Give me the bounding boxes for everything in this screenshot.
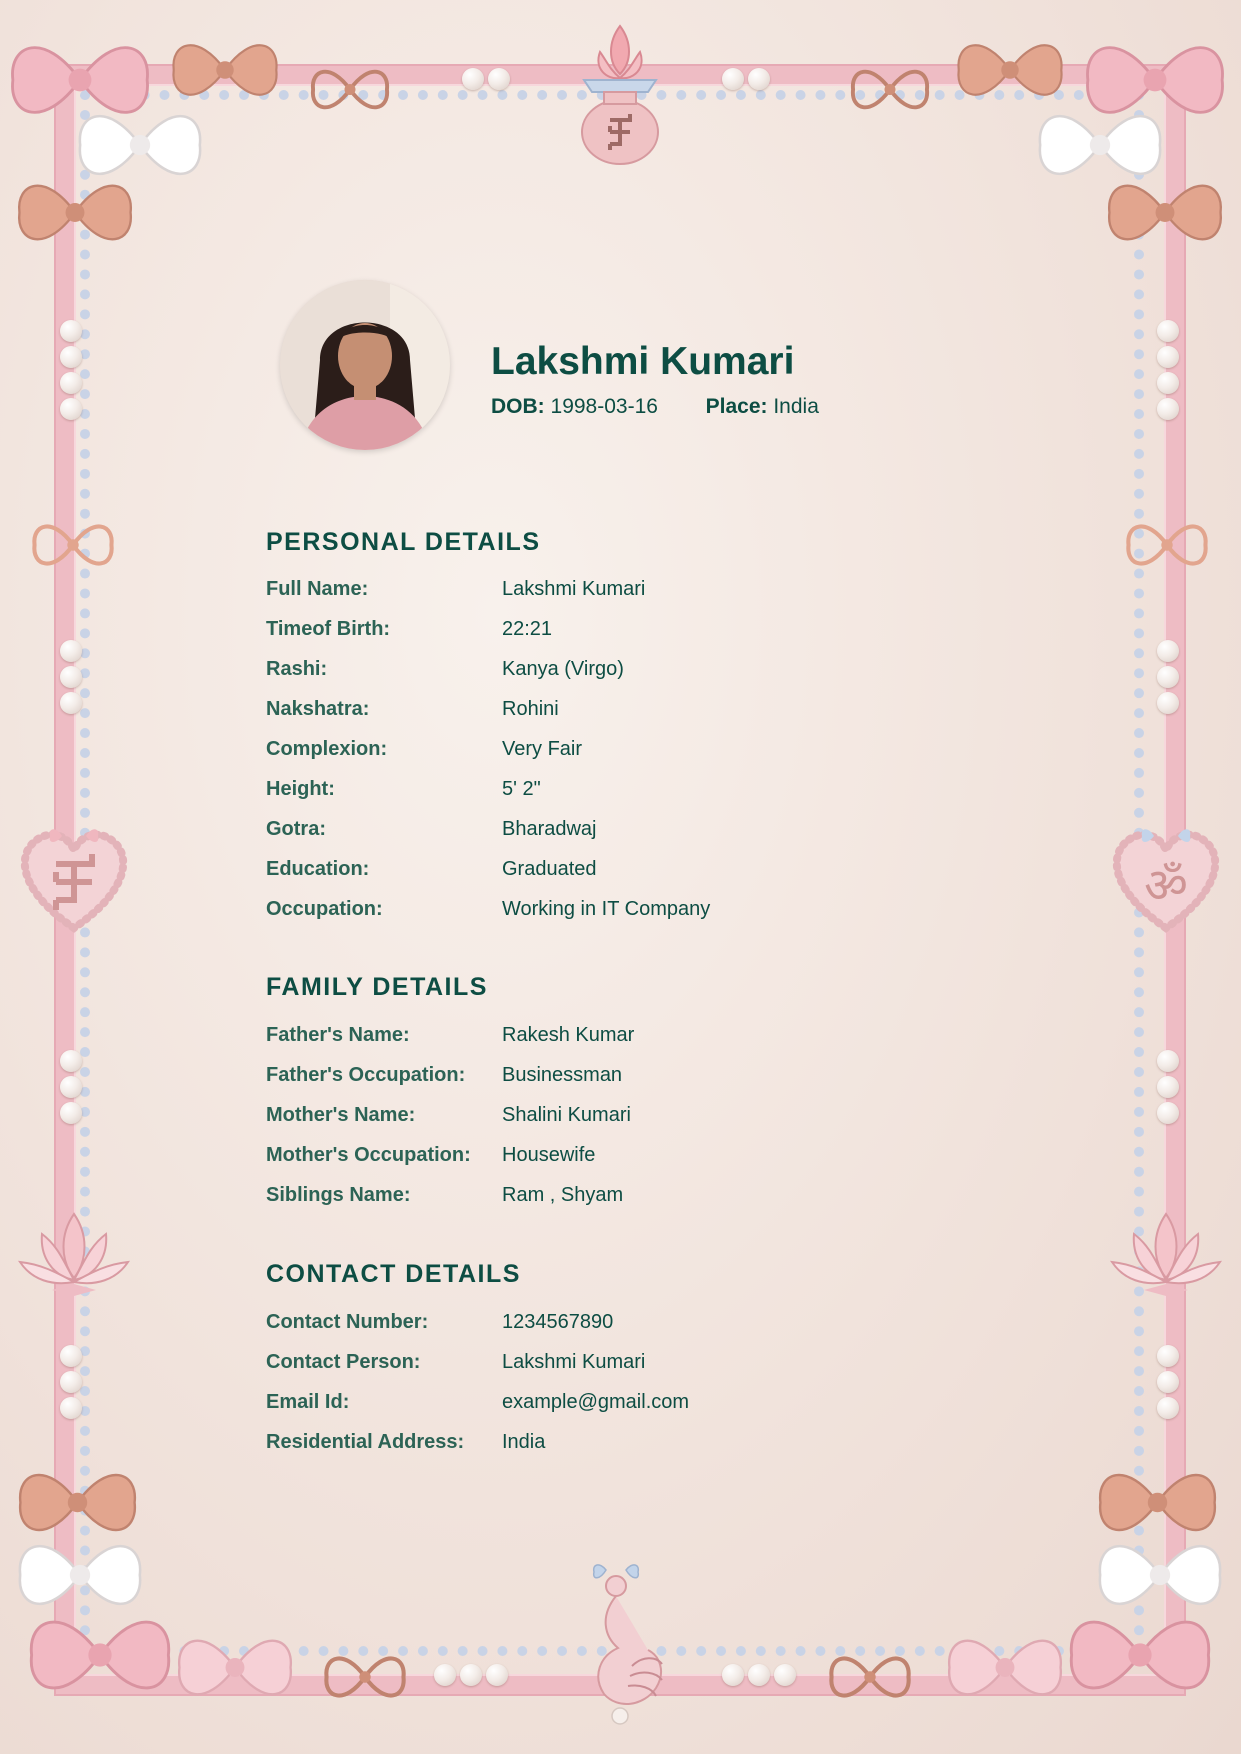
detail-value: Housewife xyxy=(502,1143,596,1166)
detail-label: Mother's Occupation: xyxy=(266,1143,471,1166)
bow-icon xyxy=(170,1625,300,1710)
bow-icon xyxy=(305,62,395,117)
section-title-personal: PERSONAL DETAILS xyxy=(266,528,541,556)
pearl-strand-right-3 xyxy=(1157,1050,1179,1124)
pearl-strand-bottom-right xyxy=(722,1664,796,1686)
lotus-icon xyxy=(1104,1200,1229,1325)
detail-label: Timeof Birth: xyxy=(266,617,391,640)
detail-label: Father's Occupation: xyxy=(266,1063,466,1086)
pearl-strand-left-2 xyxy=(60,640,82,714)
svg-text:ॐ: ॐ xyxy=(1144,858,1188,914)
detail-label: Education: xyxy=(266,857,370,880)
bow-icon xyxy=(825,1648,915,1706)
detail-value: Lakshmi Kumari xyxy=(502,1350,646,1373)
detail-row xyxy=(266,769,966,809)
bow-icon xyxy=(1100,170,1230,255)
detail-row xyxy=(266,849,966,889)
detail-label: Mother's Name: xyxy=(266,1103,416,1126)
kalash-swastika-icon xyxy=(570,22,670,167)
place-value: India xyxy=(773,395,819,418)
detail-row xyxy=(266,1342,966,1382)
lotus-icon xyxy=(12,1200,137,1325)
dob-value: 1998-03-16 xyxy=(550,395,658,418)
detail-label: Full Name: xyxy=(266,577,369,600)
detail-label: Contact Person: xyxy=(266,1350,421,1373)
detail-value: Rakesh Kumar xyxy=(502,1023,635,1046)
detail-value: Very Fair xyxy=(502,737,583,760)
detail-row xyxy=(266,1382,966,1422)
bow-icon xyxy=(845,62,935,117)
detail-label: Email Id: xyxy=(266,1390,350,1413)
detail-label: Rashi: xyxy=(266,657,328,680)
detail-label: Height: xyxy=(266,777,335,800)
detail-row xyxy=(266,689,966,729)
dob-place-line xyxy=(491,395,819,419)
detail-value: example@gmail.com xyxy=(502,1390,690,1413)
detail-label: Occupation: xyxy=(266,897,383,920)
detail-value: Lakshmi Kumari xyxy=(502,577,646,600)
om-heart-icon xyxy=(1104,818,1229,938)
section-title-family: FAMILY DETAILS xyxy=(266,973,488,1001)
detail-value: Shalini Kumari xyxy=(502,1103,631,1126)
bow-icon xyxy=(320,1648,410,1706)
detail-label: Siblings Name: xyxy=(266,1183,411,1206)
detail-row xyxy=(266,1422,966,1462)
detail-value: 1234567890 xyxy=(502,1310,614,1333)
pearl-strand-right-4 xyxy=(1157,1345,1179,1419)
pearl-strand-top-left xyxy=(462,68,510,90)
detail-row xyxy=(266,729,966,769)
profile-photo xyxy=(280,280,450,450)
bow-icon xyxy=(28,515,118,575)
detail-row xyxy=(266,609,966,649)
bow-icon xyxy=(940,1625,1070,1710)
pearl-strand-bottom-left xyxy=(434,1664,508,1686)
detail-label: Nakshatra: xyxy=(266,697,370,720)
pearl-strand-right-1 xyxy=(1157,320,1179,420)
bow-icon xyxy=(1060,1600,1220,1710)
detail-value: Graduated xyxy=(502,857,597,880)
contact-details-list xyxy=(266,1302,966,1462)
bow-icon xyxy=(10,170,140,255)
family-details-list xyxy=(266,1015,966,1215)
detail-label: Father's Name: xyxy=(266,1023,410,1046)
avatar xyxy=(280,280,450,450)
section-title-contact: CONTACT DETAILS xyxy=(266,1260,521,1288)
detail-label: Residential Address: xyxy=(266,1430,465,1453)
detail-row xyxy=(266,1095,966,1135)
candidate-name: Lakshmi Kumari xyxy=(491,340,795,383)
dob-label: DOB: xyxy=(491,395,545,418)
pearl-strand-right-2 xyxy=(1157,640,1179,714)
pearl-strand-left-4 xyxy=(60,1345,82,1419)
bow-icon xyxy=(950,30,1070,110)
detail-row xyxy=(266,1135,966,1175)
detail-row xyxy=(266,1055,966,1095)
detail-label: Contact Number: xyxy=(266,1310,429,1333)
swastika-heart-icon xyxy=(12,818,137,938)
detail-value: Businessman xyxy=(502,1063,623,1086)
bow-icon xyxy=(1122,515,1212,575)
detail-row xyxy=(266,1302,966,1342)
detail-value: Working in IT Company xyxy=(502,897,711,920)
bow-icon xyxy=(165,30,285,110)
detail-row xyxy=(266,1175,966,1215)
detail-value: Bharadwaj xyxy=(502,817,597,840)
detail-value: Ram , Shyam xyxy=(502,1183,624,1206)
detail-label: Complexion: xyxy=(266,737,388,760)
pearl-strand-left-1 xyxy=(60,320,82,420)
detail-row xyxy=(266,809,966,849)
detail-value: India xyxy=(502,1430,546,1453)
place-label: Place: xyxy=(705,395,768,418)
pearl-strand-left-3 xyxy=(60,1050,82,1124)
detail-row xyxy=(266,649,966,689)
detail-value: 5' 2" xyxy=(502,777,541,800)
detail-value: 22:21 xyxy=(502,617,553,640)
detail-row xyxy=(266,889,966,929)
detail-value: Rohini xyxy=(502,697,559,720)
pearl-strand-top-right xyxy=(722,68,770,90)
detail-row xyxy=(266,1015,966,1055)
bow-icon xyxy=(20,1600,180,1710)
detail-row xyxy=(266,569,966,609)
swan-icon xyxy=(570,1556,670,1731)
detail-value: Kanya (Virgo) xyxy=(502,657,624,680)
detail-label: Gotra: xyxy=(266,817,326,840)
personal-details-list xyxy=(266,569,966,929)
